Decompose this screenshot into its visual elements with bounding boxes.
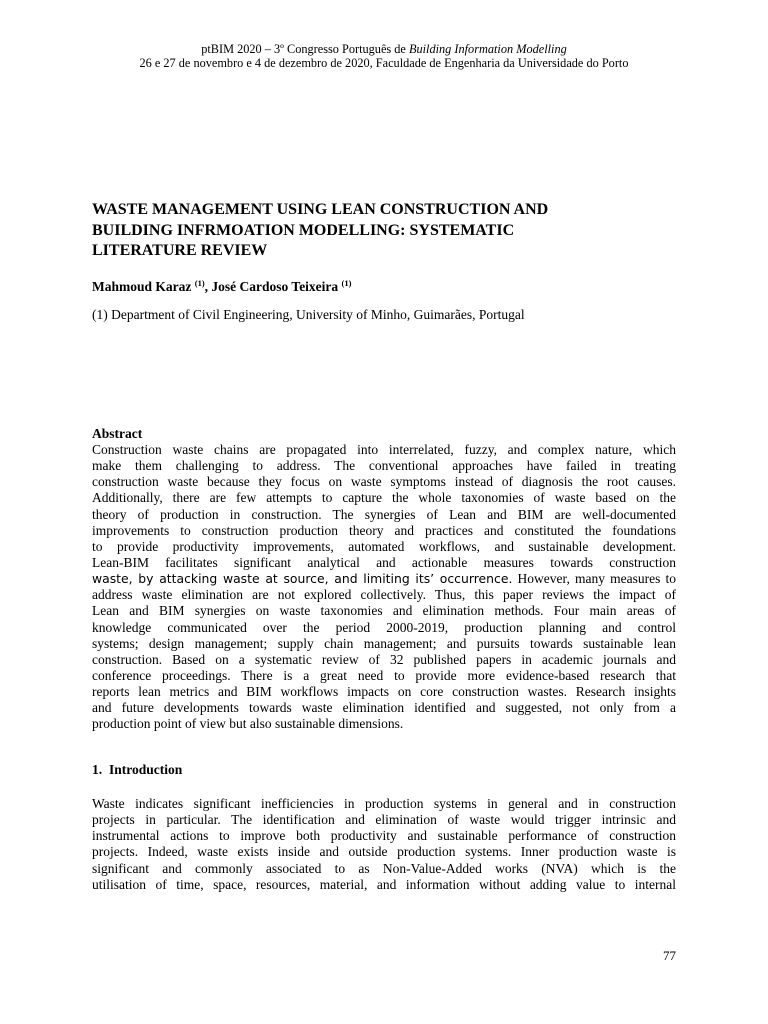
abstract-line: and future developments towards waste elimination identified and suggested, not only from a <box>92 700 676 716</box>
author-affiliation-mark: (1) <box>341 278 352 288</box>
conference-header-line-1 <box>0 42 768 56</box>
affiliation: (1) Department of Civil Engineering, University of Minho, Guimarães, Portugal <box>92 307 525 322</box>
conference-header <box>0 42 768 70</box>
introduction-line: Waste indicates significant inefficiencies in production systems in general and in construction <box>92 796 676 811</box>
introduction-line: projects in particular. The identification and elimination of waste would trigger intrinsic and <box>92 812 676 828</box>
conference-name: ptBIM 2020 – 3º Congresso Português de <box>201 42 409 56</box>
abstract-line: improvements to construction production theory and practices and constituted the foundations <box>92 522 676 538</box>
author-affiliation-mark: (1) <box>194 278 205 288</box>
section-heading-introduction <box>92 762 182 778</box>
abstract-line: Lean-BIM facilitates significant analytical and actionable measures towards construction <box>92 554 676 570</box>
introduction-line: utilisation of time, space, resources, material, and information without adding value to internal <box>92 876 676 892</box>
abstract-line: reports lean metrics and BIM workflows impacts on core construction wastes. Research insights <box>92 684 676 700</box>
abstract-line: conference proceedings. There is a great need to provide more evidence-based research that <box>92 667 676 683</box>
abstract-line: to provide productivity improvements, automated workflows, and sustainable development. <box>92 538 676 554</box>
abstract-line: knowledge communicated over the period 2000-2019, production planning and control <box>92 619 676 635</box>
introduction-line: instrumental actions to improve both productivity and sustainable performance of construction <box>92 828 676 844</box>
abstract-line: make them challenging to address. The conventional approaches have failed in treating <box>92 458 676 474</box>
abstract-line-tail: However, many measures to <box>512 571 676 587</box>
introduction-body <box>92 796 676 893</box>
conference-name-italic: Building Information Modelling <box>408 42 567 56</box>
section-title: Introduction <box>109 762 183 777</box>
author-list <box>92 275 682 295</box>
abstract-line: construction. Based on a systematic review of 32 published papers in academic journals and <box>92 651 676 667</box>
abstract-line: theory of production in construction. The synergies of Lean and BIM are well-documented <box>92 506 676 522</box>
abstract-line: production point of view but also sustainable dimensions. <box>92 716 404 732</box>
introduction-line: significant and commonly associated to as Non-Value-Added works (NVA) which is the <box>92 860 676 876</box>
paper-title-line: BUILDING INFRMOATION MODELLING: SYSTEMATIC <box>92 221 515 239</box>
abstract-line: address waste elimination are not explored collectively. Thus, this paper reviews the impact of <box>92 587 676 603</box>
section-number: 1. <box>92 762 103 777</box>
abstract-line: construction waste because they focus on waste symptoms instead of diagnosis the root causes. <box>92 474 676 490</box>
introduction-line: projects. Indeed, waste exists inside and outside production systems. Inner production waste is <box>92 844 676 860</box>
abstract-line: Lean and BIM synergies on waste taxonomies and elimination methods. Four main areas of <box>92 603 676 619</box>
author-name: José Cardoso Teixeira <box>211 279 339 294</box>
abstract-line: Additionally, there are few attempts to capture the whole taxonomies of waste based on the <box>92 490 676 506</box>
abstract-line: Construction waste chains are propagated into interrelated, fuzzy, and complex nature, which <box>92 442 676 457</box>
abstract-line-mixed-font-segment: waste, by attacking waste at source, and limiting its’ occurrence. <box>92 571 513 587</box>
abstract-line <box>92 571 676 587</box>
paper-title <box>92 200 682 262</box>
abstract-heading: Abstract <box>92 426 143 441</box>
conference-header-line-2: 26 e 27 de novembro e 4 de dezembro de 2020, Faculdade de Engenharia da Universidade do Porto <box>139 56 629 70</box>
author-separator: , <box>204 279 212 294</box>
paper-title-line: WASTE MANAGEMENT USING LEAN CONSTRUCTION AND <box>92 201 549 218</box>
abstract-body <box>92 442 676 733</box>
paper-title-line: LITERATURE REVIEW <box>92 242 268 259</box>
page-number: 77 <box>663 948 676 963</box>
abstract-line: systems; design management; supply chain management; and pursuits towards sustainable lean <box>92 635 676 651</box>
author-name: Mahmoud Karaz <box>92 279 192 294</box>
